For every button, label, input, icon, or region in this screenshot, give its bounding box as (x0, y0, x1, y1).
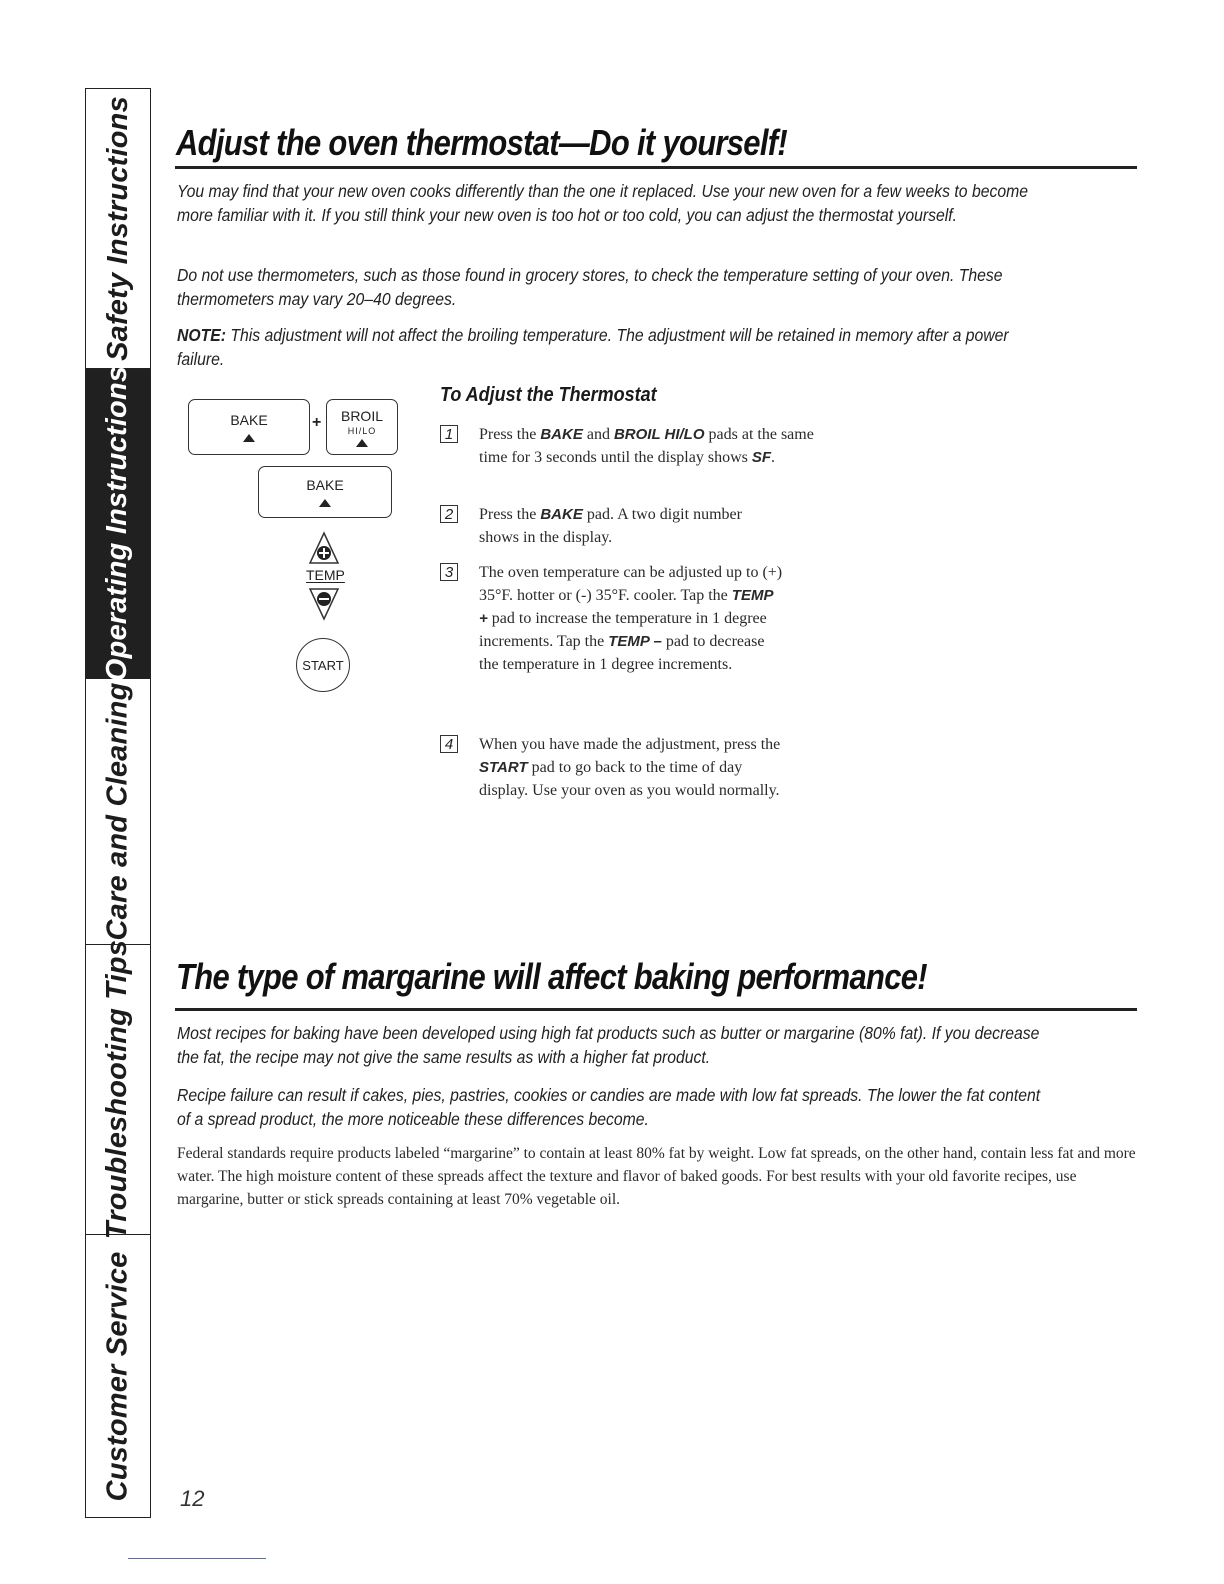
title-rule (175, 166, 1137, 169)
tab-label: Safety Instructions (101, 96, 134, 361)
note-label: NOTE: (177, 325, 227, 345)
step-1 (440, 423, 820, 469)
note-paragraph (177, 324, 1041, 371)
bake-pad (188, 399, 310, 455)
step-number: 3 (440, 563, 458, 581)
step-3 (440, 561, 785, 676)
tab-label: Troubleshooting Tips (101, 939, 134, 1240)
indicator-arrow-icon (319, 499, 331, 507)
tab-label: Customer Service (101, 1251, 134, 1501)
step-text: The oven temperature can be adjusted up to (+) 35°F. hotter or (-) 35°F. cooler. Tap the TEMP + pad to increase the temperature in 1 degree increments. Tap the TEMP – pad to decrease the temperature in 1 degree increments. (479, 564, 783, 673)
steps-title: To Adjust the Thermostat (440, 384, 657, 406)
note-text: This adjustment will not affect the broiling temperature. The adjustment will be retained in memory after a power failure. (177, 325, 1009, 369)
indicator-arrow-icon (356, 439, 368, 447)
broil-pad-sublabel: HI/LO (347, 425, 377, 436)
indicator-arrow-icon (243, 434, 255, 442)
plus-sign: + (312, 414, 322, 431)
margarine-paragraph-1: Most recipes for baking have been developed using high fat products such as butter or margarine (80% fat). If you decrease the fat, the recipe may not give the same results as with a higher fat product. (177, 1023, 1040, 1067)
temp-down-arrow-icon (308, 587, 340, 621)
margarine-paragraph-2: Recipe failure can result if cakes, pies, pastries, cookies or candies are made with low fat spreads. The lower the fat content of a spread product, the more noticeable these differences become. (177, 1085, 1041, 1129)
broil-pad-label: BROIL (340, 407, 383, 424)
step-text: When you have made the adjustment, press the START pad to go back to the time of day display. Use your oven as you would normally. (479, 736, 781, 799)
bake-pad-label: BAKE (230, 412, 268, 428)
thermometer-warning: Do not use thermometers, such as those found in grocery stores, to check the temperature setting of your oven. These thermometers may vary 20–40 degrees. (177, 265, 1003, 309)
step-number: 4 (440, 735, 458, 753)
start-pad: START (296, 638, 350, 692)
temp-label: TEMP (306, 567, 345, 583)
section-tabs (85, 88, 151, 1518)
tab-label: Operating Instructions (101, 365, 134, 682)
tab-operating-instructions[interactable] (86, 365, 150, 682)
tab-customer-service[interactable] (86, 1235, 150, 1517)
step-4 (440, 733, 790, 802)
step-text: Press the BAKE pad. A two digit number shows in the display. (479, 506, 742, 546)
tab-troubleshooting-tips[interactable] (86, 939, 150, 1240)
temp-up-arrow-icon (308, 531, 340, 565)
bake-pad-label: BAKE (306, 477, 344, 493)
title-rule (175, 1008, 1137, 1011)
intro-paragraph: You may find that your new oven cooks differently than the one it replaced. Use your new oven for a few weeks to become more familiar with it. If you still think your new oven is too hot or too cold, you can adjust the thermostat yourself. (177, 181, 1028, 225)
step-number: 2 (440, 505, 458, 523)
section-title-thermostat: Adjust the oven thermostat—Do it yourself! (176, 122, 788, 163)
step-number: 1 (440, 425, 458, 443)
step-2 (440, 503, 780, 549)
step-text: Press the BAKE and BROIL HI/LO pads at the same time for 3 seconds until the display shows SF. (479, 426, 814, 466)
bake-pad-second (258, 466, 392, 518)
broil-pad (326, 399, 398, 455)
footer-line (128, 1558, 266, 1559)
page-number: 12 (180, 1486, 205, 1511)
margarine-paragraph-3: Federal standards require products labeled “margarine” to contain at least 80% fat by weight. Low fat spreads, on the other hand, contain less fat and more water. The high moisture content of these spreads affect the texture and flavor of baked goods. For best results with your old favorite recipes, use margarine, butter or stick spreads containing at least 70% vegetable oil. (177, 1145, 1136, 1208)
section-title-margarine: The type of margarine will affect baking performance! (176, 956, 927, 997)
tab-care-and-cleaning[interactable] (86, 679, 150, 945)
tab-label: Care and Cleaning (101, 682, 134, 941)
tab-safety-instructions[interactable] (86, 89, 150, 369)
